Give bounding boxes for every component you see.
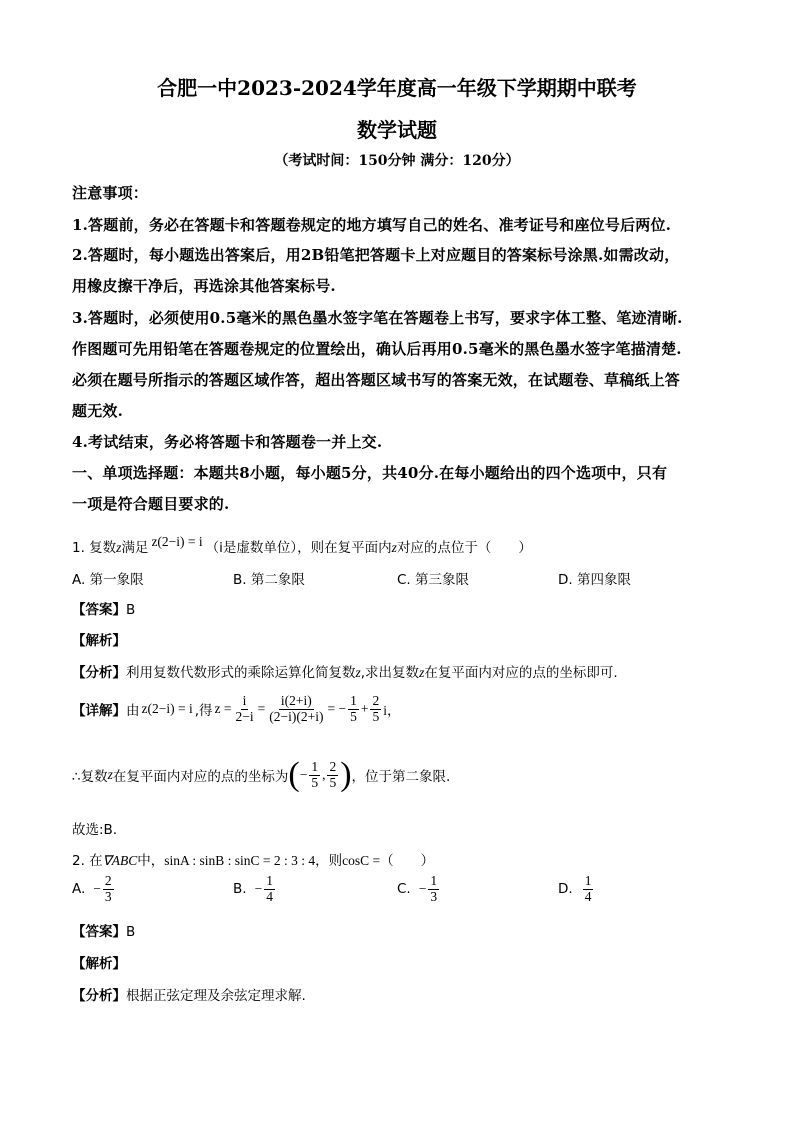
- q2-option-c-denominator: 3: [430, 888, 438, 904]
- q1-detail: [72, 694, 400, 725]
- detail-tail: i，: [383, 703, 401, 719]
- q2-option-b-numerator: 1: [266, 873, 273, 888]
- q2-fenxi-text: 根据正弦定理及余弦定理求解.: [126, 988, 306, 1004]
- coord-fraction-1-denominator: 5: [311, 774, 319, 790]
- q1-var-z-2: z: [391, 540, 397, 555]
- q2-answer: [72, 920, 135, 940]
- fraction-1-numerator: i: [242, 693, 247, 708]
- q2-option-b-sign: −: [254, 881, 263, 897]
- note-item-2-line-2: 用橡皮擦干净后，再选涂其他答案标号.: [72, 277, 336, 295]
- q2-stem-4: （ ）: [380, 853, 435, 869]
- q2-option-b-denominator: 4: [266, 888, 273, 904]
- fraction-2-denominator: (2−i)(2+i): [269, 708, 324, 724]
- q2-option-a-label: A.: [72, 881, 86, 898]
- q1-equation: z(2−i) = i: [151, 534, 203, 549]
- q1-choose: 故选:B.: [72, 822, 118, 838]
- plus-sign: +: [360, 701, 369, 717]
- notes-heading: 注意事项：: [72, 184, 149, 202]
- q2-stem-1: 2. 在: [72, 853, 103, 869]
- q2-option-c-fraction: [428, 874, 439, 905]
- q1-therefore-text-2: 在复平面内对应的点的坐标为: [112, 769, 289, 785]
- q2-stem-2: 中，: [137, 853, 165, 869]
- q1-number: 1. 复数: [72, 540, 117, 556]
- q2-option-b-label: B.: [233, 881, 247, 898]
- q2-option-c-numerator: 1: [430, 873, 438, 888]
- q2-option-b-fraction: [264, 874, 275, 905]
- note-item-2-line-1: 2.答题时，每小题选出答案后，用2B铅笔把答题卡上对应题目的答案标号涂黑.如需改动，: [72, 246, 680, 264]
- note-item-3-line-2: 作图题可先用铅笔在答题卷规定的位置绘出，确认后再用0.5毫米的黑色墨水签字笔描清楚.: [72, 340, 682, 358]
- q1-fenxi-text-1: 利用复数代数形式的乘除运算化简复数: [126, 665, 356, 681]
- q2-option-a-sign: −: [93, 881, 101, 897]
- fraction-3-numerator: 1: [350, 693, 357, 708]
- q2-fenxi: [72, 984, 306, 1004]
- fraction-4-denominator: 5: [372, 708, 380, 724]
- q1-condition: （i是虚数单位），则在复平面内: [205, 540, 392, 556]
- q1-therefore-text-3: ，位于第二象限.: [351, 769, 451, 785]
- exam-info: （考试时间：150分钟 满分：120分）: [274, 153, 520, 169]
- q1-option-d: D. 第四象限: [558, 572, 631, 588]
- q2-option-d-fraction: [583, 874, 594, 905]
- fraction-4: [370, 694, 381, 725]
- coord-fraction-2: [327, 760, 338, 791]
- q2-answer-value: B: [126, 924, 136, 940]
- fraction-2-numerator: i(2+i): [280, 693, 312, 708]
- q1-detail-tag: 【详解】: [72, 703, 126, 720]
- fraction-3-denominator: 5: [350, 708, 357, 724]
- coord-minus: −: [299, 767, 308, 782]
- left-paren: (: [288, 756, 300, 793]
- q1-option-b: B. 第二象限: [233, 572, 305, 588]
- q2-fenxi-tag: 【分析】: [72, 988, 126, 1004]
- q2-option-d-label: D.: [558, 881, 573, 898]
- q2-option-d-numerator: 1: [584, 873, 592, 888]
- q2-option-a: [72, 874, 116, 905]
- q2-option-b: [233, 874, 277, 905]
- q2-option-a-numerator: 2: [104, 873, 112, 888]
- q1-fenxi-z-2: z: [419, 665, 425, 680]
- question-1-stem: [72, 536, 532, 556]
- fraction-2: [267, 694, 325, 725]
- coord-comma: ,: [322, 767, 326, 782]
- fraction-1: [234, 694, 256, 725]
- q1-fenxi: [72, 661, 618, 681]
- fraction-1-denominator: 2−i: [235, 708, 254, 724]
- q1-answer-value: B: [126, 602, 136, 618]
- q1-therefore-text-1: ∴复数: [72, 769, 108, 785]
- equals-minus: = −: [327, 701, 347, 717]
- q1-answer: [72, 598, 135, 618]
- equals-sign: =: [257, 701, 266, 717]
- q1-option-c: C. 第三象限: [397, 572, 470, 588]
- q1-satisfy: 满足: [121, 540, 149, 556]
- section-1-line-2: 一项是符合题目要求的.: [72, 495, 230, 513]
- q2-cosc: cosC =: [342, 853, 381, 868]
- right-paren: ): [340, 756, 352, 793]
- q2-option-d-denominator: 4: [584, 888, 592, 904]
- note-item-3-line-1: 3.答题时，必须使用0.5毫米的黑色墨水签字笔在答题卷上书写，要求字体工整、笔迹清晰.: [72, 309, 683, 327]
- q1-answer-tag: 【答案】: [72, 602, 126, 618]
- coord-fraction-2-denominator: 5: [329, 774, 337, 790]
- q1-point-text: 对应的点位于（ ）: [396, 540, 532, 556]
- q1-fenxi-z: z: [355, 665, 361, 680]
- q2-ratio: sinA : sinB : sinC = 2 : 3 : 4: [164, 853, 316, 868]
- q2-stem-3: ，则: [315, 853, 343, 869]
- note-item-3-line-3: 必须在题号所指示的答题区域作答，超出答题区域书写的答案无效，在试题卷、草稿纸上答: [72, 371, 681, 389]
- fraction-4-numerator: 2: [372, 693, 380, 708]
- q1-fenxi-text-3: 在复平面内对应的点的坐标即可.: [424, 665, 618, 681]
- coord-fraction-2-numerator: 2: [329, 758, 337, 774]
- exam-subtitle: 数学试题: [357, 118, 437, 142]
- q2-option-a-fraction: [103, 874, 114, 905]
- q1-detail-z-eq: z =: [214, 701, 232, 717]
- q1-therefore-z: z: [107, 767, 113, 782]
- q1-analysis-tag: 【解析】: [72, 633, 126, 649]
- q1-detail-text-2: ,得: [194, 703, 213, 720]
- coord-fraction-1-numerator: 1: [311, 758, 319, 774]
- exam-title: 合肥一中2023-2024学年度高一年级下学期期中联考: [157, 76, 637, 100]
- q2-triangle: ∇ABC: [102, 853, 138, 868]
- q1-therefore: [72, 758, 450, 792]
- q2-option-c-sign: −: [418, 881, 427, 897]
- q1-var-z: z: [116, 540, 122, 555]
- question-2-stem: [72, 849, 434, 869]
- q2-answer-tag: 【答案】: [72, 924, 126, 940]
- q2-option-c: [397, 874, 441, 905]
- q2-option-a-denominator: 3: [104, 888, 112, 904]
- q2-analysis-tag: 【解析】: [72, 956, 126, 972]
- fraction-3: [348, 694, 359, 725]
- q1-detail-text-1: 由: [126, 703, 140, 720]
- q1-option-a: A. 第一象限: [72, 572, 144, 588]
- coord-fraction-1: [309, 760, 320, 791]
- q2-option-c-label: C.: [397, 881, 411, 898]
- q1-fenxi-text-2: ,求出复数: [360, 665, 420, 681]
- note-item-3-line-4: 题无效.: [72, 402, 124, 420]
- note-item-1: 1.答题前，务必在答题卡和答题卷规定的地方填写自己的姓名、准考证号和座位号后两位.: [72, 216, 672, 234]
- section-1-line-1: 一、单项选择题：本题共8小题，每小题5分，共40分.在每小题给出的四个选项中，只有: [72, 464, 668, 482]
- q1-fenxi-tag: 【分析】: [72, 665, 126, 681]
- q1-detail-eq-1: z(2−i) = i: [141, 701, 193, 717]
- q2-option-d: [558, 874, 595, 905]
- note-item-4: 4.考试结束，务必将答题卡和答题卷一并上交.: [72, 433, 383, 451]
